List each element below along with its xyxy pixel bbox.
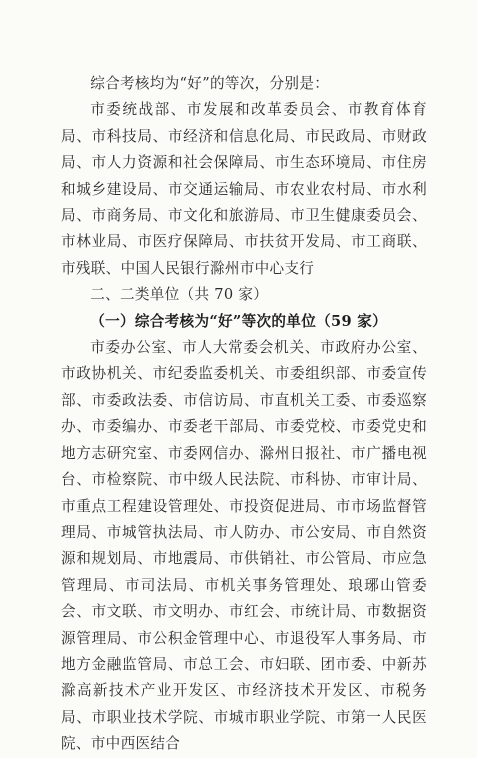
document-body (61, 71, 427, 758)
second-class-unit-list: 市委办公室、市人大常委会机关、市政府办公室、市政协机关、市纪委监委机关、市委组织部、市委宣传部、市委政法委、市信访局、市直机关工委、市委巡察办、市委编办、市委老干部局、市委党校、市委党史和地方志研究室、市委网信办、滁州日报社、市广播电视台、市检察院、市中级人民法院、市科协、市审计局、市重点工程建设管理处、市投资促进局、市市场监督管理局、市城管执法局、市人防办、市公安局、市自然资源和规划局、市地震局、市供销社、市公管局、市应急管理局、市司法局、市机关事务管理处、琅琊山管委会、市文联、市文明办、市红会、市统计局、市数据资源管理局、市公积金管理中心、市退役军人事务局、市地方金融监管局、市总工会、市妇联、团市委、中新苏滁高新技术产业开发区、市经济技术开发区、市税务局、市职业技术学院、市城市职业学院、市第一人民医院、市中西医结合 (61, 339, 427, 753)
good-rating-unit-list: 市委统战部、市发展和改革委员会、市教育体育局、市科技局、市经济和信息化局、市民政局、市财政局、市人力资源和社会保障局、市生态环境局、市住房和城乡建设局、市交通运输局、市农业农村局、市水利局、市商务局、市文化和旅游局、市卫生健康委员会、市林业局、市医疗保障局、市扶贫开发局、市工商联、市残联、中国人民银行滁州市中心支行 (61, 101, 427, 277)
section-two-heading: 二、二类单位（共 70 家） (90, 286, 269, 304)
subsection-one-heading: （一）综合考核为“好”等次的单位（59 家） (90, 312, 388, 330)
intro-paragraph: 综合考核均为“好”的等次，分别是： (90, 75, 330, 92)
